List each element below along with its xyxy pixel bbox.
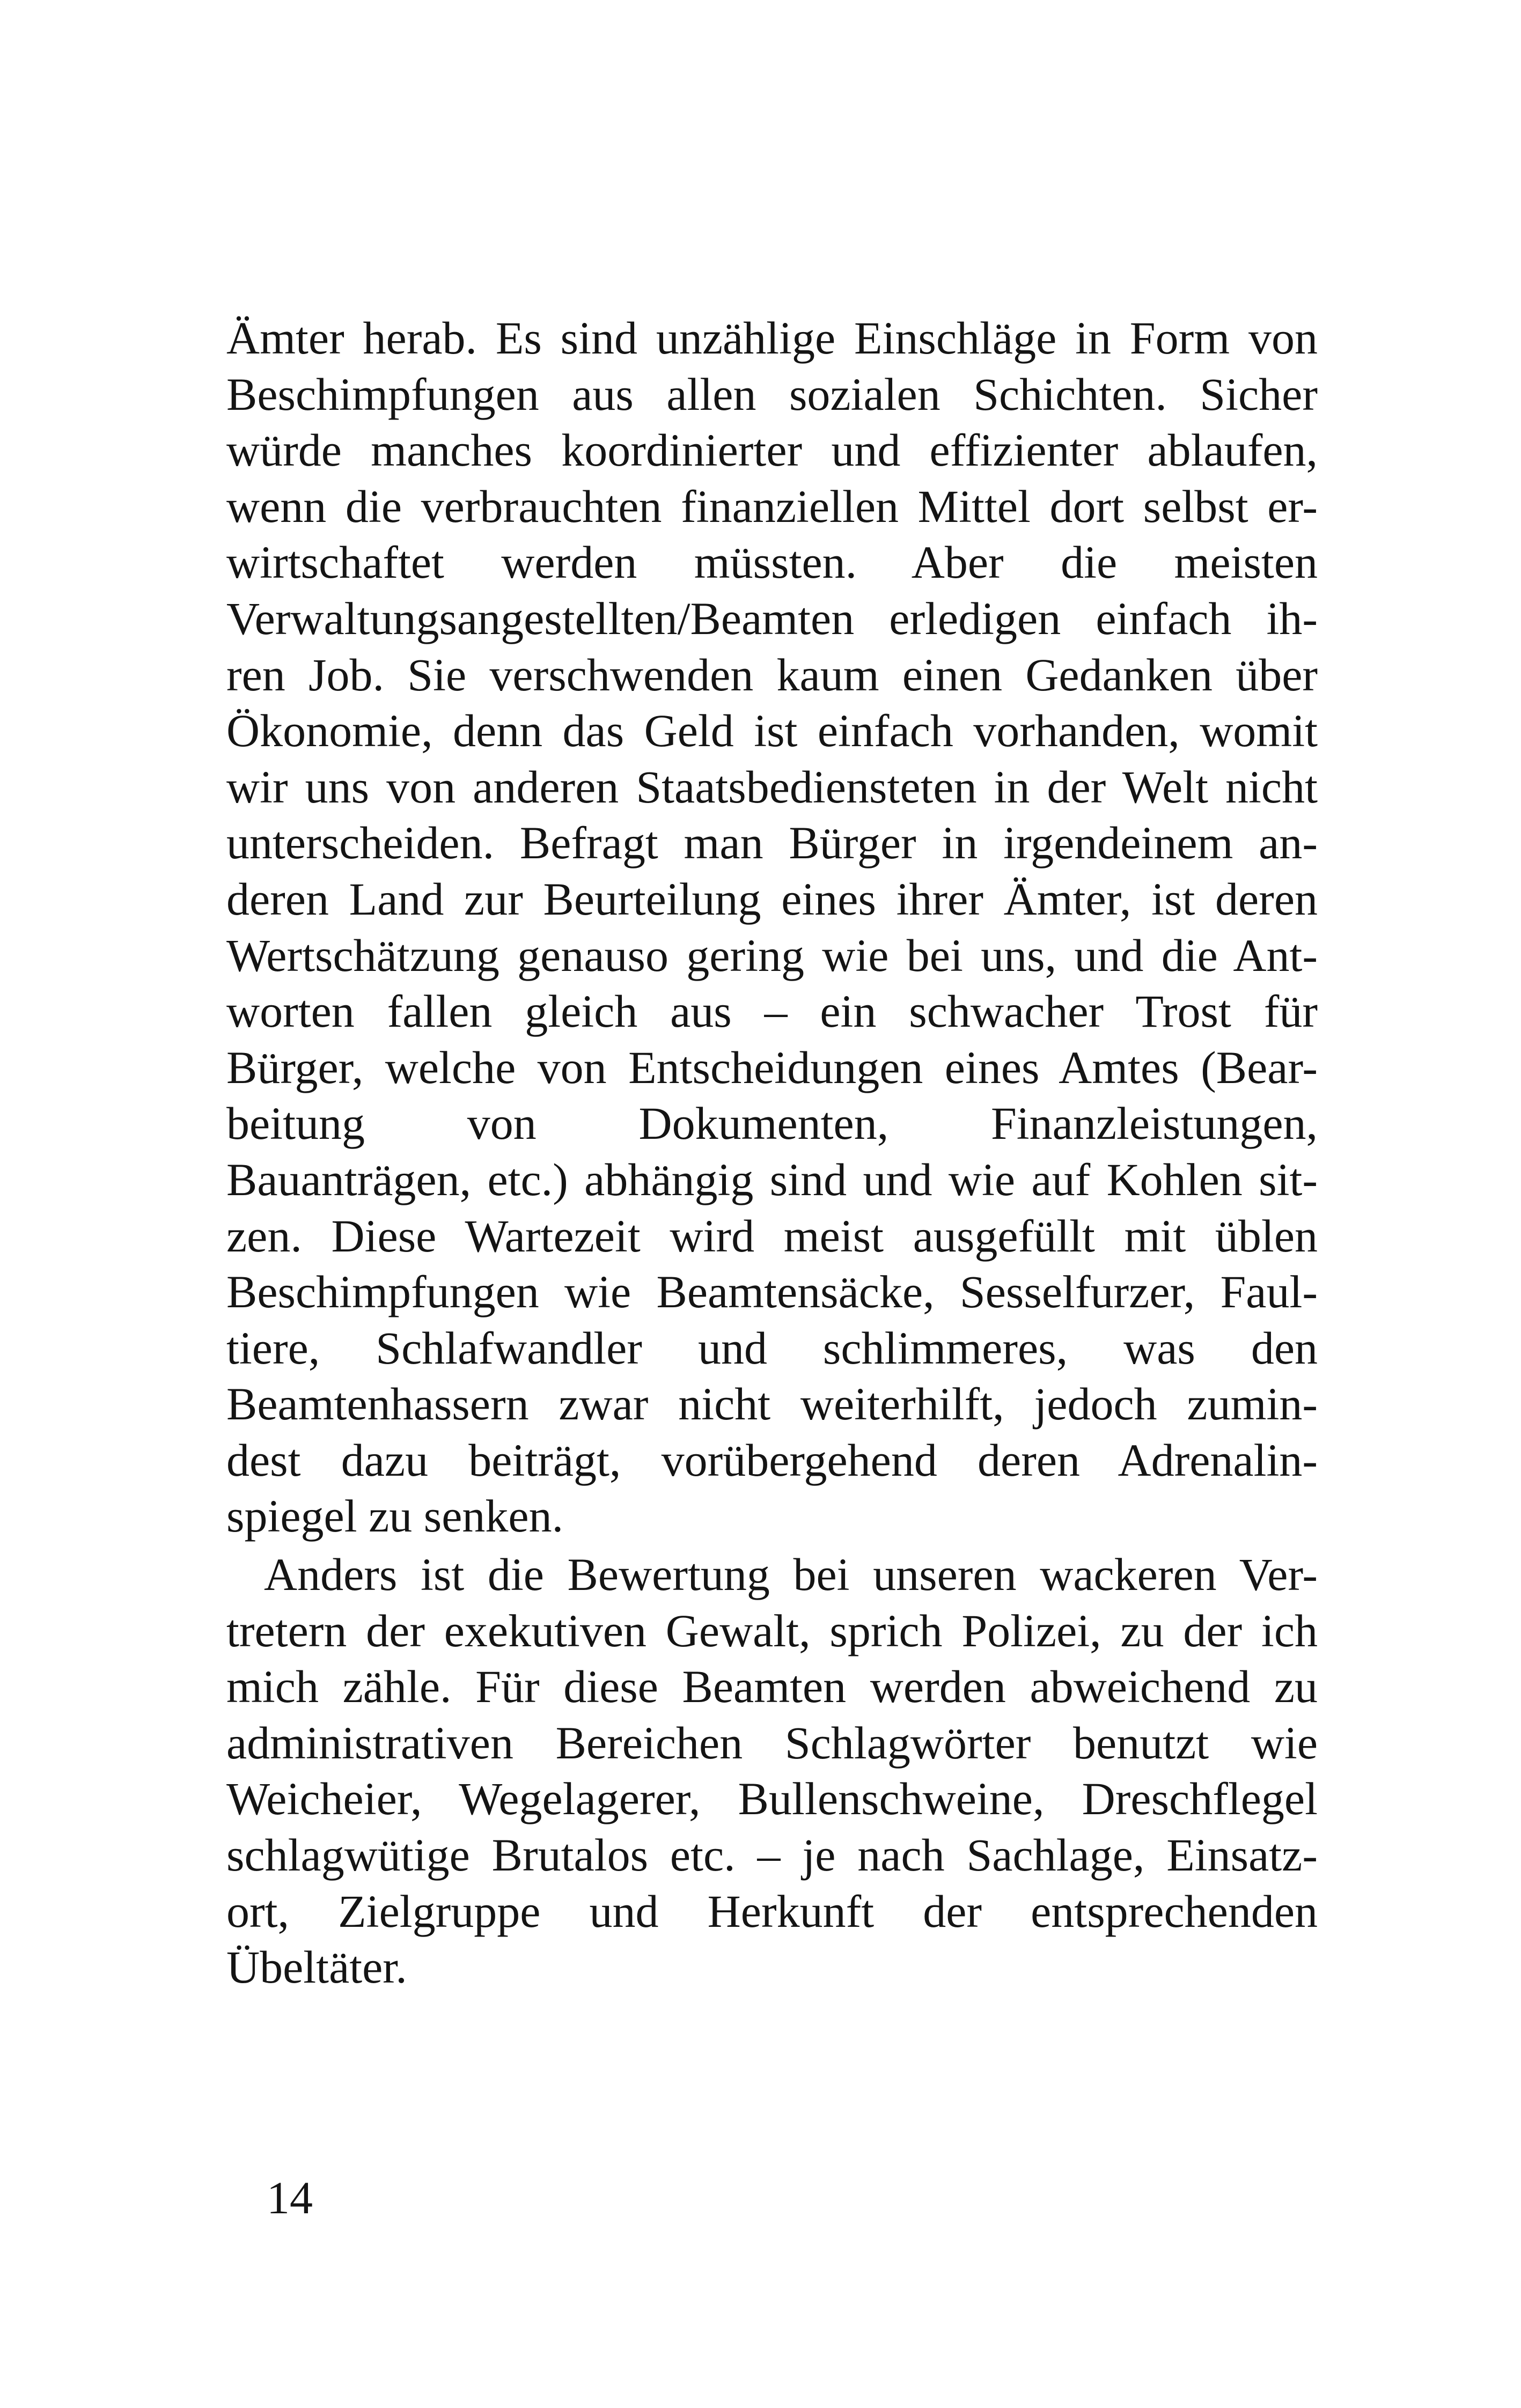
text-line: wirtschaftet werden müssten. Aber die meisten xyxy=(226,536,1318,588)
text-line: deren Land zur Beurteilung eines ihrer Ämter, ist deren xyxy=(226,873,1318,925)
text-line: spiegel zu senken. xyxy=(226,1490,564,1542)
text-line: schlagwütige Brutalos etc. – je nach Sachlage, Einsatz- xyxy=(226,1829,1318,1881)
text-line: zen. Diese Wartezeit wird meist ausgefüllt mit üblen xyxy=(226,1210,1318,1262)
text-line: Bauanträgen, etc.) abhängig sind und wie auf Kohlen sit- xyxy=(226,1153,1318,1205)
paragraph xyxy=(226,310,1318,1544)
text-line: Anders ist die Bewertung bei unseren wackeren Ver- xyxy=(264,1549,1318,1601)
text-line: beitung von Dokumenten, Finanzleistungen, xyxy=(226,1098,1318,1150)
paragraph xyxy=(226,1547,1318,1995)
text-line: Ökonomie, denn das Geld ist einfach vorhanden, womit xyxy=(226,705,1318,757)
text-line: Beschimpfungen wie Beamtensäcke, Sesselfurzer, Faul- xyxy=(226,1266,1318,1318)
text-line: würde manches koordinierter und effizienter ablaufen, xyxy=(226,424,1318,476)
text-line: unterscheiden. Befragt man Bürger in irgendeinem an- xyxy=(226,817,1318,869)
text-line: Beschimpfungen aus allen sozialen Schichten. Sicher xyxy=(226,368,1318,420)
text-line: Wertschätzung genauso gering wie bei uns, und die Ant- xyxy=(226,929,1318,981)
text-line: worten fallen gleich aus – ein schwacher Trost für xyxy=(226,985,1318,1037)
text-line: administrativen Bereichen Schlagwörter benutzt wie xyxy=(226,1717,1318,1769)
text-line: wenn die verbrauchten finanziellen Mittel dort selbst er- xyxy=(226,480,1318,532)
text-line: Bürger, welche von Entscheidungen eines Amtes (Bear- xyxy=(226,1041,1318,1093)
text-line: Weicheier, Wegelagerer, Bullenschweine, Dreschflegel xyxy=(226,1773,1318,1825)
text-line: Ämter herab. Es sind unzählige Einschläge in Form von xyxy=(226,312,1318,364)
text-line: Beamtenhassern zwar nicht weiterhilft, jedoch zumin- xyxy=(226,1378,1318,1430)
text-line: Verwaltungsangestellten/Beamten erledigen einfach ih- xyxy=(226,592,1318,644)
text-line: Übeltäter. xyxy=(226,1941,407,1993)
text-line: dest dazu beiträgt, vorübergehend deren Adrenalin- xyxy=(226,1434,1318,1486)
page-number: 14 xyxy=(267,2172,313,2223)
text-line: tiere, Schlafwandler und schlimmeres, was den xyxy=(226,1322,1318,1374)
text-line: ren Job. Sie verschwenden kaum einen Gedanken über xyxy=(226,649,1318,701)
body-text xyxy=(226,310,1318,1995)
text-line: ort, Zielgruppe und Herkunft der entsprechenden xyxy=(226,1885,1318,1937)
text-line: tretern der exekutiven Gewalt, sprich Polizei, zu der ich xyxy=(226,1604,1318,1656)
text-line: wir uns von anderen Staatsbediensteten in der Welt nicht xyxy=(226,761,1318,813)
text-line: mich zähle. Für diese Beamten werden abweichend zu xyxy=(226,1661,1318,1713)
